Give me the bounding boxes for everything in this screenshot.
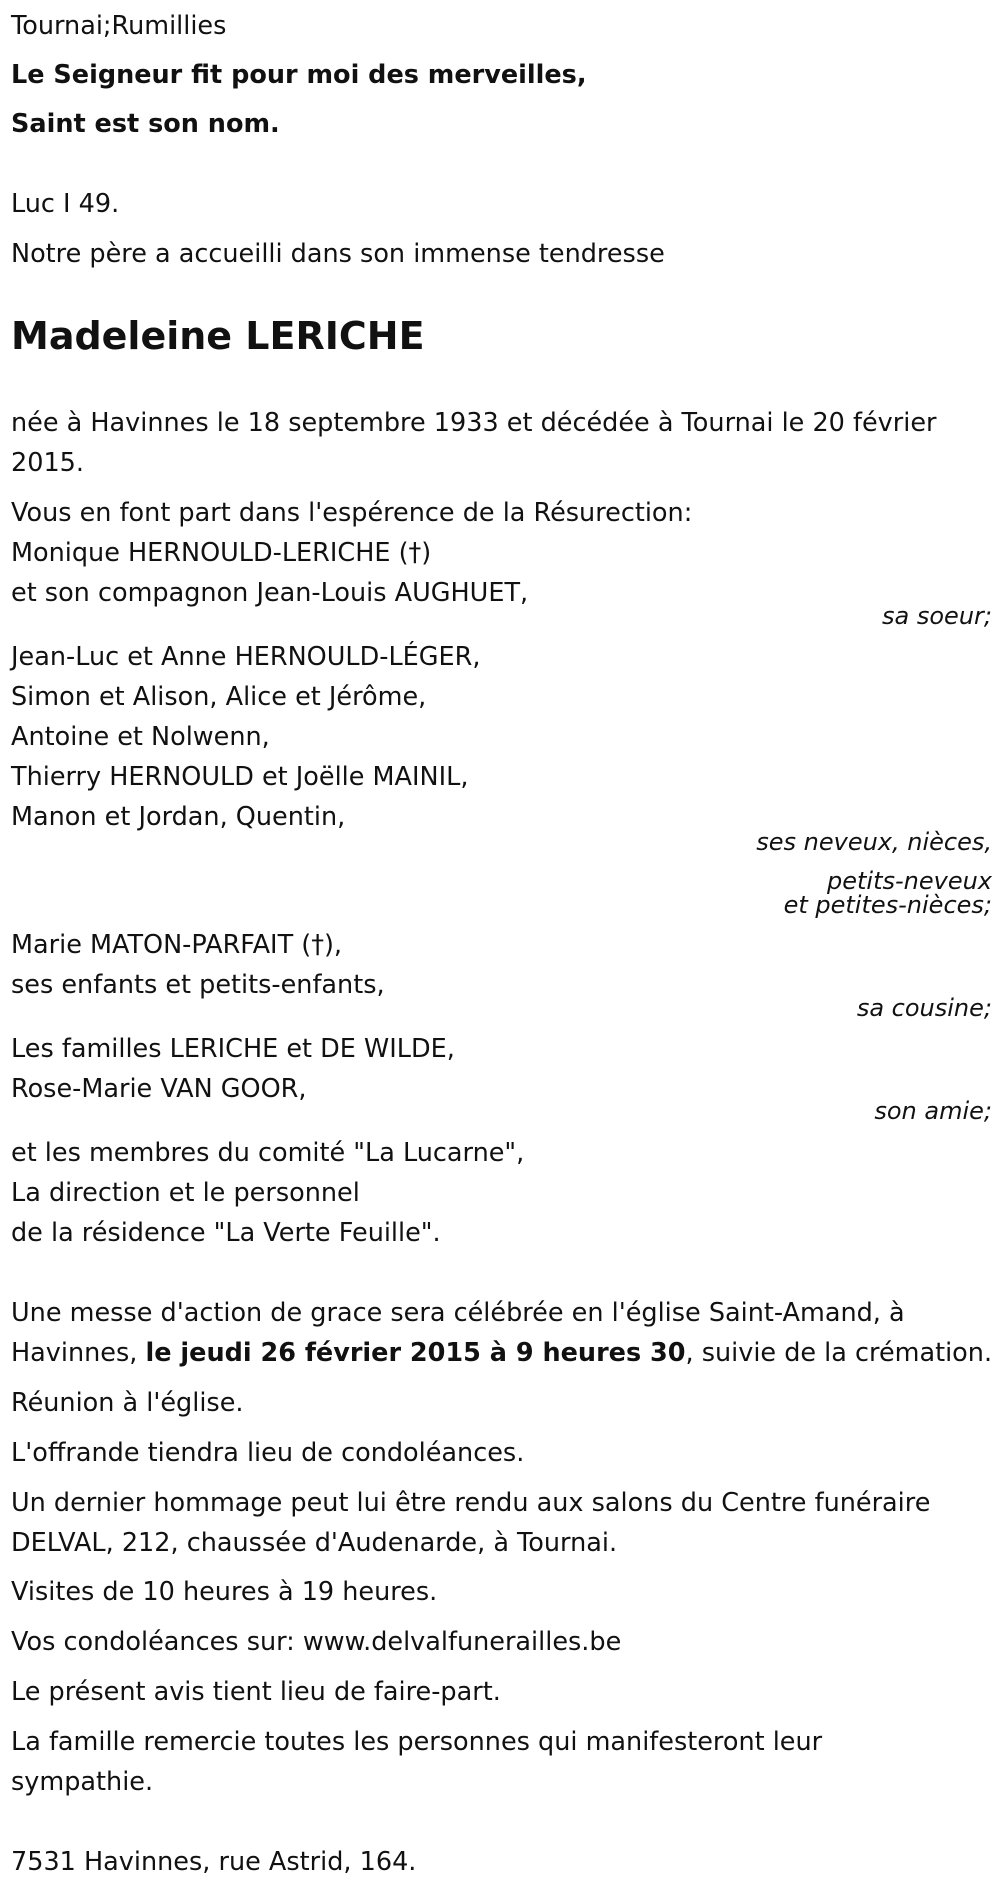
birth-death-line-1: née à Havinnes le 18 septembre 1933 et décédée à Tournai le 20 février (11, 408, 937, 438)
family-2-line-4: Thierry HERNOULD et Joëlle MAINIL, (11, 762, 469, 792)
family-2-role-2: petits-neveux (826, 867, 992, 895)
family-5-line-2: La direction et le personnel (11, 1178, 360, 1208)
family-2-role-1: ses neveux, nièces, (756, 828, 992, 856)
family-4-line-1: Les familles LERICHE et DE WILDE, (11, 1034, 455, 1064)
family-3-line-2: ses enfants et petits-enfants, (11, 970, 385, 1000)
verse-line-1: Le Seigneur fit pour moi des merveilles, (11, 60, 587, 90)
family-4-role: son amie; (874, 1097, 992, 1125)
verse-line-2: Saint est son nom. (11, 109, 280, 139)
notice-text: Le présent avis tient lieu de faire-part. (11, 1677, 501, 1707)
intro-text: Notre père a accueilli dans son immense tendresse (11, 239, 665, 269)
mass-line-2-prefix: Havinnes, (11, 1338, 146, 1368)
family-1-line-1: Monique HERNOULD-LERICHE (†) (11, 538, 432, 568)
hommage-line-2: DELVAL, 212, chaussée d'Audenarde, à Tournai. (11, 1528, 618, 1558)
reunion-text: Réunion à l'église. (11, 1388, 244, 1418)
thanks-line-1: La famille remercie toutes les personnes qui manifesteront leur (11, 1727, 823, 1757)
deceased-name: Madeleine LERICHE (11, 314, 425, 358)
family-1-role: sa soeur; (882, 602, 992, 630)
hommage-line-1: Un dernier hommage peut lui être rendu aux salons du Centre funéraire (11, 1488, 931, 1518)
family-3-line-1: Marie MATON-PARFAIT (†), (11, 930, 343, 960)
visits-text: Visites de 10 heures à 19 heures. (11, 1577, 438, 1607)
location-text: Tournai;Rumillies (11, 11, 227, 41)
family-2-role-3: et petites-nièces; (783, 891, 992, 919)
verse-reference: Luc I 49. (11, 189, 120, 219)
mass-line-2 (11, 1333, 992, 1373)
family-3-role: sa cousine; (856, 994, 992, 1022)
mass-line-2-suffix: , suivie de la crémation. (685, 1338, 993, 1368)
family-1-line-2: et son compagnon Jean-Louis AUGHUET, (11, 578, 529, 608)
birth-death-line-2: 2015. (11, 448, 85, 478)
mass-date-time: le jeudi 26 février 2015 à 9 heures 30 (145, 1338, 686, 1368)
announcement-text: Vous en font part dans l'espérence de la Résurection: (11, 498, 693, 528)
mass-line-1: Une messe d'action de grace sera célébrée en l'église Saint-Amand, à (11, 1298, 905, 1328)
thanks-line-2: sympathie. (11, 1767, 154, 1797)
family-2-line-5: Manon et Jordan, Quentin, (11, 802, 346, 832)
family-4-line-2: Rose-Marie VAN GOOR, (11, 1074, 307, 1104)
address-text: 7531 Havinnes, rue Astrid, 164. (11, 1847, 417, 1877)
condolences-text: Vos condoléances sur: www.delvalfunerailles.be (11, 1627, 622, 1657)
family-2-line-3: Antoine et Nolwenn, (11, 722, 270, 752)
family-5-line-3: de la résidence "La Verte Feuille". (11, 1218, 441, 1248)
family-5-line-1: et les membres du comité "La Lucarne", (11, 1138, 525, 1168)
offrande-text: L'offrande tiendra lieu de condoléances. (11, 1438, 525, 1468)
family-2-line-1: Jean-Luc et Anne HERNOULD-LÉGER, (11, 642, 481, 672)
family-2-line-2: Simon et Alison, Alice et Jérôme, (11, 682, 427, 712)
